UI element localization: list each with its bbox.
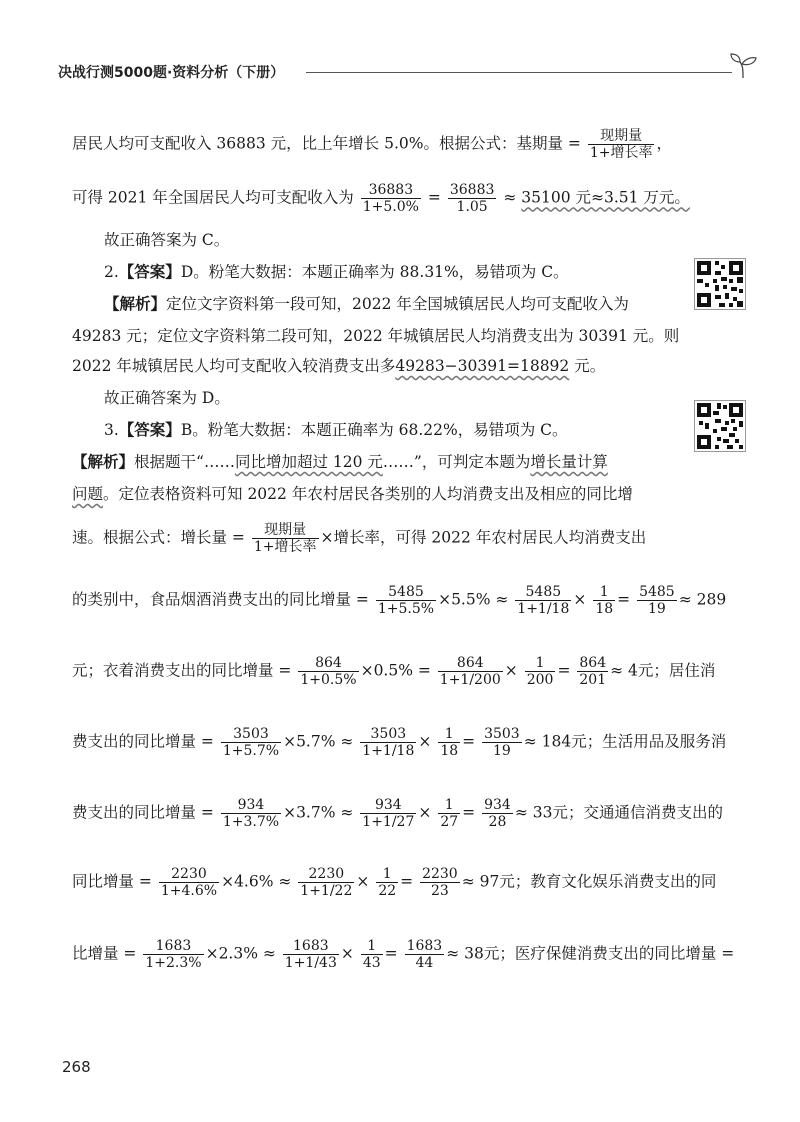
text-run: ×4.6% ≈ — [221, 872, 292, 891]
fraction — [405, 938, 445, 971]
calc-line-transport — [72, 866, 717, 899]
denominator: 43 — [362, 955, 381, 971]
text-run: ≈ 184元；生活用品及服务消 — [523, 732, 727, 751]
text-run: 可得 2021 年全国居民人均可支配收入为 — [72, 188, 354, 207]
fraction — [637, 584, 677, 617]
text-run: 根据题干“…… — [134, 453, 235, 471]
text-line: 49283 元；定位文字资料第二段可知，2022 年城镇居民人均消费支出为 30391 元。则 — [72, 327, 680, 345]
numerator: 36883 — [449, 182, 495, 198]
text-line — [72, 182, 690, 215]
text-line — [72, 522, 682, 555]
denominator: 18 — [595, 601, 614, 617]
text-run: ≈ 33元；交通通信消费支出的 — [514, 803, 723, 822]
denominator: 200 — [526, 672, 554, 688]
fraction — [361, 182, 421, 215]
text-run: = — [462, 732, 476, 751]
fraction — [252, 522, 319, 555]
calc-line-food — [72, 584, 727, 617]
denominator: 1+1/18 — [517, 601, 570, 617]
text-run: ×5.5% ≈ — [438, 590, 509, 609]
numerator: 864 — [579, 655, 607, 671]
numerator: 3503 — [360, 726, 416, 743]
sprout-icon — [728, 52, 758, 80]
fraction — [221, 726, 281, 759]
text-run: 的类别中，食品烟酒消费支出的同比增量 = — [72, 590, 369, 609]
fraction — [376, 866, 398, 899]
text-run: ≈ — [503, 188, 517, 207]
answer-tag: 【答案】 — [118, 420, 181, 439]
text-run: = — [384, 944, 398, 963]
denominator: 1+增长率 — [589, 145, 653, 161]
denominator: 1+4.6% — [160, 883, 218, 899]
calc-line-clothing — [72, 655, 716, 688]
numerator: 1 — [361, 938, 383, 955]
text-run: ≈ 4元；居住消 — [610, 661, 716, 680]
text-run: = — [557, 661, 571, 680]
denominator: 1+0.5% — [300, 672, 357, 688]
denominator: 28 — [488, 814, 507, 830]
numerator: 1 — [438, 726, 460, 743]
text-run: = — [400, 872, 414, 891]
text-line — [72, 356, 682, 376]
fraction — [361, 938, 383, 971]
fraction — [438, 726, 460, 759]
text-run: 速。根据公式：增长量 = — [72, 528, 245, 547]
fraction — [482, 726, 522, 759]
text-run: ×0.5% = — [360, 661, 431, 680]
text-run: 定位文字资料第一段可知，2022 年全国城镇居民人均可支配收入为 — [166, 295, 629, 313]
text-run: 。定位表格资料可知 2022 年农村居民各类别的人均消费支出及相应的同比增 — [103, 485, 633, 503]
text-run: ≈ 97元；教育文化娱乐消费支出的同 — [461, 872, 717, 891]
denominator: 1+增长率 — [253, 539, 317, 555]
numerator: 1 — [525, 655, 556, 672]
denominator: 19 — [492, 743, 511, 759]
text-run: ……”，可判定本题为 — [382, 453, 531, 471]
fraction — [593, 584, 615, 617]
denominator: 1+1/18 — [362, 743, 415, 759]
fraction — [515, 584, 571, 617]
denominator: 1+1/43 — [284, 955, 337, 971]
fraction — [448, 182, 497, 215]
calc-line-education — [72, 938, 735, 971]
question-number: 3. — [104, 421, 119, 439]
text-run: × — [340, 944, 354, 963]
fraction — [588, 128, 655, 161]
running-header — [58, 58, 758, 88]
fraction — [438, 797, 460, 830]
text-run: 费支出的同比增量 = — [72, 732, 214, 751]
fraction — [577, 655, 608, 688]
calc-line-household — [72, 797, 723, 830]
fraction — [438, 655, 503, 688]
numerator: 现期量 — [588, 128, 655, 145]
text-run: B。粉笔大数据：本题正确率为 68.22%，易错项为 C。 — [180, 421, 568, 439]
text-run: = — [462, 803, 476, 822]
denominator: 201 — [579, 672, 607, 688]
analysis-tag: 【解析】 — [104, 294, 167, 313]
text-line — [104, 262, 714, 282]
text-run: ≈ 289 — [678, 590, 727, 609]
denominator: 19 — [647, 601, 666, 617]
denominator: 22 — [378, 883, 397, 899]
numerator: 1 — [438, 797, 460, 814]
denominator: 1+5.0% — [362, 199, 419, 215]
denominator: 1+3.7% — [222, 814, 280, 830]
numerator: 934 — [484, 797, 511, 813]
fraction — [482, 797, 513, 830]
denominator: 27 — [440, 814, 459, 830]
underlined-result: 49283−30391=18892 — [395, 357, 570, 375]
answer-line: 故正确答案为 D。 — [104, 389, 230, 407]
denominator: 1.05 — [456, 199, 488, 215]
fraction — [360, 726, 416, 759]
numerator: 1683 — [143, 938, 203, 955]
text-run: × — [418, 803, 432, 822]
fraction — [376, 584, 436, 617]
fraction — [221, 797, 281, 830]
underlined-phrase: 同比增加超过 120 元 — [234, 453, 383, 471]
text-run: × — [573, 590, 587, 609]
numerator: 3503 — [484, 726, 520, 742]
text-run: 元。 — [569, 357, 606, 375]
underlined-phrase: 增长量计算 — [530, 453, 608, 471]
denominator: 1+5.5% — [377, 601, 435, 617]
denominator: 23 — [430, 883, 449, 899]
text-run: ， — [656, 134, 672, 153]
text-run: ×5.7% ≈ — [283, 732, 354, 751]
numerator: 2230 — [159, 866, 219, 883]
underlined-result: 35100 元≈3.51 万元。 — [521, 188, 690, 207]
numerator: 934 — [360, 797, 416, 814]
fraction — [298, 866, 354, 899]
denominator: 18 — [440, 743, 459, 759]
underlined-phrase: 问题 — [72, 485, 104, 503]
denominator: 44 — [415, 955, 434, 971]
text-run: ×增长率，可得 2022 年农村居民人均消费支出 — [320, 528, 647, 547]
text-run: 同比增量 = — [72, 872, 152, 891]
text-run: ×3.7% ≈ — [283, 803, 354, 822]
text-run: × — [356, 872, 370, 891]
numerator: 934 — [221, 797, 281, 814]
text-run: D。粉笔大数据：本题正确率为 88.31%，易错项为 C。 — [180, 263, 569, 281]
text-line — [72, 484, 682, 504]
text-line — [72, 128, 682, 161]
numerator: 864 — [298, 655, 358, 672]
text-line — [72, 452, 682, 472]
numerator: 2230 — [422, 866, 458, 882]
text-run: 比增量 = — [72, 944, 137, 963]
numerator: 1683 — [283, 938, 339, 955]
numerator: 1 — [593, 584, 615, 601]
numerator: 2230 — [298, 866, 354, 883]
analysis-tag: 【解析】 — [72, 452, 135, 471]
numerator: 5485 — [515, 584, 571, 601]
fraction — [143, 938, 203, 971]
answer-line: 故正确答案为 C。 — [104, 231, 230, 249]
numerator: 864 — [438, 655, 503, 672]
numerator: 5485 — [639, 584, 675, 600]
text-run: 居民人均可支配收入 36883 元，比上年增长 5.0%。根据公式：基期量 = — [72, 134, 581, 153]
qr-code-icon — [695, 401, 745, 451]
numerator: 现期量 — [252, 522, 319, 539]
qr-code-q3[interactable] — [694, 400, 746, 452]
qr-code-q2[interactable] — [694, 258, 746, 310]
book-title: 决战行测5000题·资料分析（下册） — [58, 65, 285, 81]
text-run: 2022 年城镇居民人均可支配收入较消费支出多 — [72, 357, 396, 375]
text-run: 费支出的同比增量 = — [72, 803, 214, 822]
text-run: = — [427, 188, 441, 207]
denominator: 1+1/200 — [439, 672, 501, 688]
fraction — [360, 797, 416, 830]
text-run: × — [504, 661, 518, 680]
denominator: 1+5.7% — [222, 743, 280, 759]
header-rule — [306, 72, 732, 73]
text-line — [104, 294, 714, 314]
numerator: 3503 — [221, 726, 281, 743]
fraction — [525, 655, 556, 688]
numerator: 1683 — [406, 938, 443, 954]
fraction — [298, 655, 358, 688]
denominator: 1+1/27 — [362, 814, 415, 830]
numerator: 36883 — [361, 182, 421, 199]
text-run: ×2.3% ≈ — [205, 944, 276, 963]
text-run: × — [418, 732, 432, 751]
numerator: 5485 — [376, 584, 436, 601]
answer-tag: 【答案】 — [118, 262, 181, 281]
text-run: = — [617, 590, 631, 609]
text-run: ≈ 38元；医疗保健消费支出的同比增量 = — [446, 944, 735, 963]
fraction — [420, 866, 460, 899]
fraction — [283, 938, 339, 971]
numerator: 1 — [376, 866, 398, 883]
text-run: 元；衣着消费支出的同比增量 = — [72, 661, 292, 680]
calc-line-housing — [72, 726, 727, 759]
denominator: 1+1/22 — [300, 883, 353, 899]
question-number: 2. — [104, 263, 119, 281]
qr-code-icon — [695, 259, 745, 309]
text-line — [104, 420, 714, 440]
page-number: 268 — [62, 1058, 91, 1076]
denominator: 1+2.3% — [145, 955, 202, 971]
fraction — [159, 866, 219, 899]
